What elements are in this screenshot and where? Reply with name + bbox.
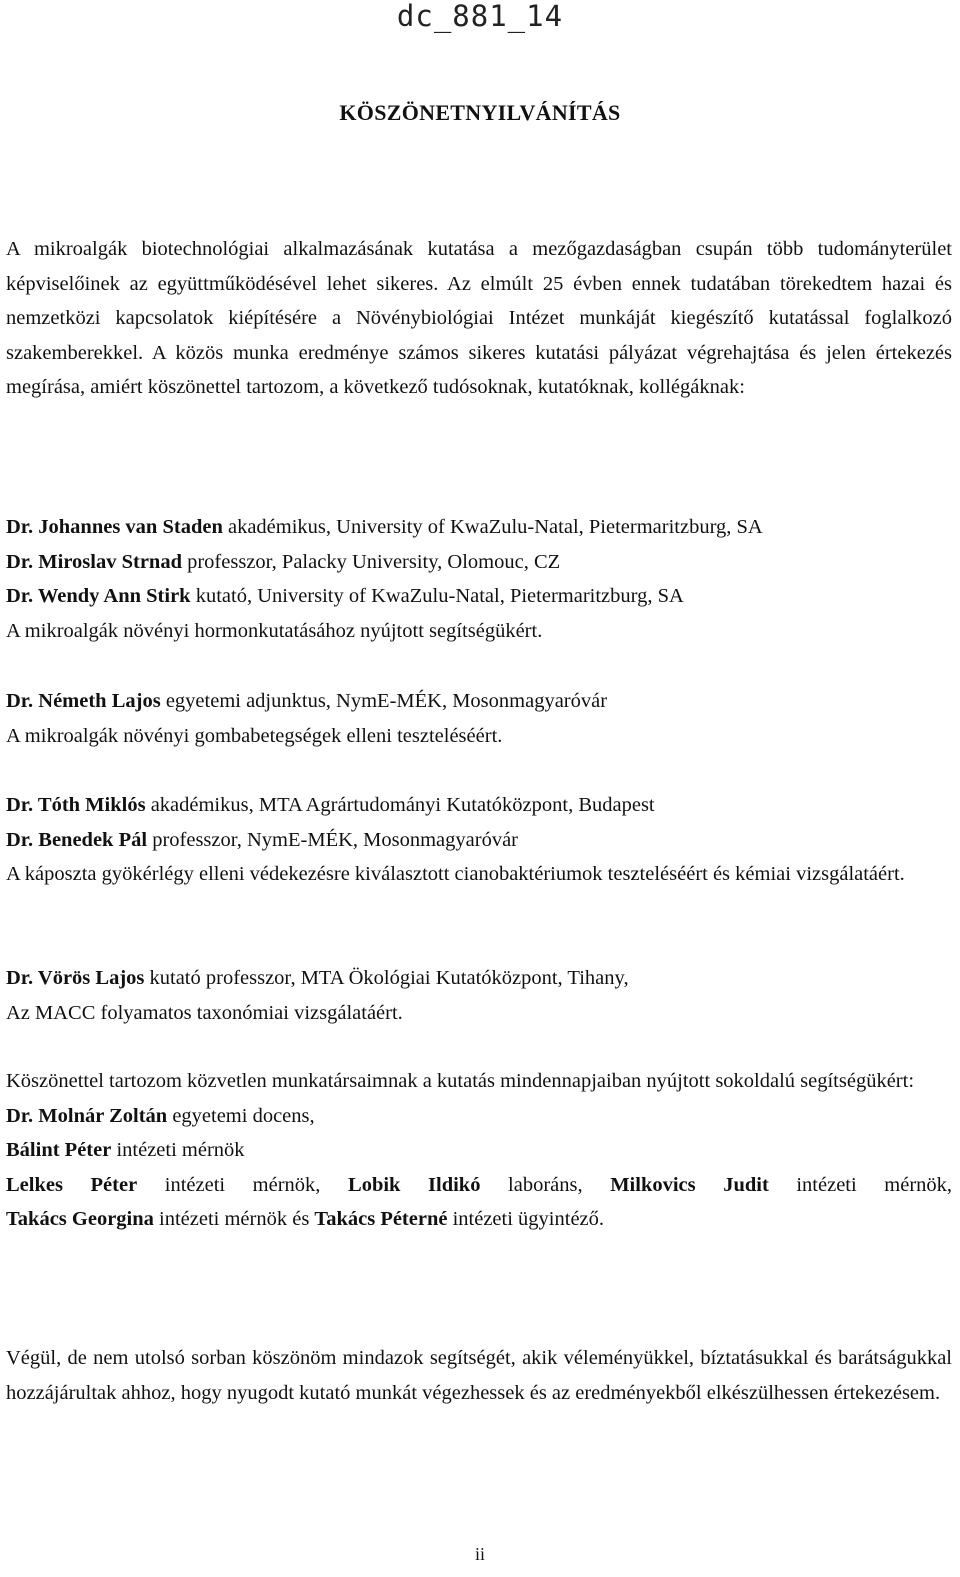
person-line — [6, 579, 952, 614]
acknowledgement-group-3 — [6, 788, 952, 892]
person-line — [6, 684, 952, 719]
acknowledgement-group-4 — [6, 961, 952, 1030]
title-prefix: Dr. — [6, 1104, 39, 1127]
person-name: Milkovics Judit — [610, 1173, 769, 1196]
title-prefix: Dr. — [6, 550, 39, 573]
colleagues-intro: Köszönettel tartozom közvetlen munkatársaimnak a kutatás mindennapjaiban nyújtott sokoldalú segítségükért: — [6, 1070, 915, 1092]
contribution-note: A mikroalgák növényi hormonkutatásához nyújtott segítségükért. — [6, 619, 543, 642]
document-code: dc_881_14 — [396, 0, 564, 33]
acknowledgement-group-1 — [6, 510, 952, 648]
person-line — [6, 961, 952, 996]
person-role: intézeti ügyintéző. — [447, 1208, 605, 1231]
person-name: Miroslav Strnad — [38, 550, 182, 573]
contribution-note: Az MACC folyamatos taxonómiai vizsgálatáért. — [6, 1001, 403, 1024]
person-role: intézeti mérnök — [111, 1139, 245, 1162]
person-affiliation: egyetemi adjunktus, NymE-MÉK, Mosonmagyaróvár — [160, 690, 608, 712]
person-name: Tóth Miklós — [37, 794, 146, 816]
colleague-line — [6, 1168, 952, 1203]
person-name: Takács Péterné — [314, 1208, 448, 1231]
person-role: laboráns, — [480, 1173, 611, 1196]
person-role: intézeti mérnök, — [137, 1173, 349, 1196]
title-prefix: Dr. — [6, 828, 39, 851]
person-name: Johannes van Staden — [38, 516, 223, 538]
title-prefix: Dr. — [6, 967, 38, 989]
title-prefix: Dr. — [6, 585, 38, 608]
colleague-line — [6, 1133, 952, 1168]
person-name: Wendy Ann Stirk — [37, 585, 191, 608]
person-line — [6, 823, 952, 858]
person-name: Lobik Ildikó — [348, 1173, 481, 1196]
person-affiliation: akadémikus, MTA Agrártudományi Kutatóközpont, Budapest — [145, 794, 655, 816]
person-name: Bálint Péter — [6, 1139, 112, 1162]
person-name: Vörös Lajos — [37, 967, 145, 989]
person-name: Lelkes Péter — [6, 1173, 138, 1196]
intro-paragraph: A mikroalgák biotechnológiai alkalmazásának kutatása a mezőgazdaságban csupán több tudományterület képviselőinek az együttműködésével lehet sikeres. Az elmúlt 25 évben ennek tudatában törekedtem hazai és nemzetközi kapcsolatok kiépítésére a Növénybiológiai Intézet munkáját kiegészítő kutatással foglalkozó szakemberekkel. A közös munka eredménye számos sikeres kutatási pályázat végrehajtása és jelen értekezés megírása, amiért köszönettel tartozom, a következő tudósoknak, kutatóknak, kollégáknak: — [6, 238, 952, 399]
page-number: ii — [474, 1544, 485, 1564]
person-name: Takács Georgina — [6, 1208, 154, 1231]
person-role: egyetemi docens, — [167, 1104, 315, 1127]
person-affiliation: kutató professzor, MTA Ökológiai Kutatóközpont, Tihany, — [144, 967, 629, 989]
colleague-line — [6, 1202, 952, 1237]
person-role: intézeti mérnök és — [153, 1208, 315, 1231]
person-affiliation: akadémikus, University of KwaZulu-Natal, Pietermaritzburg, SA — [222, 516, 763, 538]
contribution-note: A mikroalgák növényi gombabetegségek elleni teszteléséért. — [6, 724, 503, 747]
person-name: Molnár Zoltán — [38, 1104, 168, 1127]
title-prefix: Dr. — [6, 516, 39, 538]
person-affiliation: professzor, NymE-MÉK, Mosonmagyaróvár — [147, 828, 519, 851]
person-line — [6, 545, 952, 580]
title-prefix: Dr. — [6, 794, 38, 816]
person-line — [6, 788, 952, 823]
person-name: Németh Lajos — [38, 690, 161, 712]
acknowledgement-group-2 — [6, 684, 952, 753]
person-affiliation: kutató, University of KwaZulu-Natal, Pietermaritzburg, SA — [190, 585, 684, 608]
title-prefix: Dr. — [6, 690, 39, 712]
colleagues-section — [6, 1064, 952, 1237]
person-line — [6, 510, 952, 545]
person-name: Benedek Pál — [38, 828, 148, 851]
contribution-note: A káposzta gyökérlégy elleni védekezésre kiválasztott cianobaktériumok teszteléséért és kémiai vizsgálatáért. — [6, 863, 905, 886]
closing-paragraph: Végül, de nem utolsó sorban köszönöm mindazok segítségét, akik véleményükkel, bíztatásukkal és barátságukkal hozzájárultak ahhoz, hogy nyugodt kutató munkát végezhessek és az eredményekből elkészülhessen értekezésem. — [6, 1347, 952, 1404]
person-affiliation: professzor, Palacky University, Olomouc, CZ — [181, 550, 561, 573]
person-role: intézeti mérnök, — [768, 1173, 953, 1196]
page-title: KÖSZÖNETNYILVÁNÍTÁS — [339, 100, 621, 125]
colleague-line — [6, 1099, 952, 1134]
